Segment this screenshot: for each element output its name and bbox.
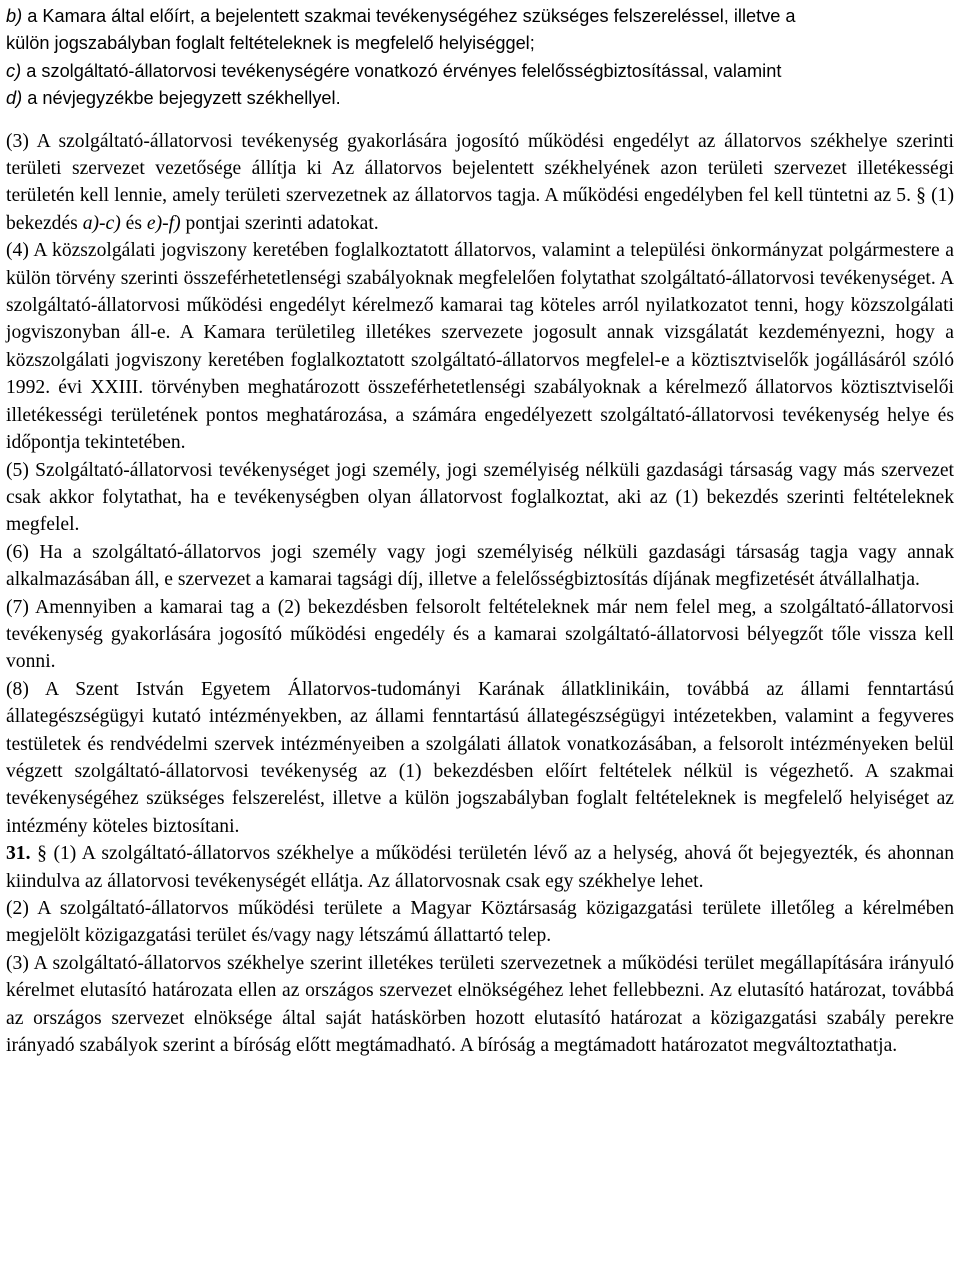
item-text: a névjegyzékbe bejegyzett székhellyel.: [22, 88, 341, 109]
section-number: 31.: [6, 843, 31, 865]
list-item-c: [6, 58, 954, 85]
paragraph-6: (6) Ha a szolgáltató-állatorvos jogi személy vagy jogi személyiség nélküli gazdasági társaság tagja vagy annak alkalmazásában áll, e szervezet a kamarai tagsági díj, illetve a felelősségbiztosítás díjának megfizetését átvállalhatja.: [6, 541, 954, 591]
section-31-paragraph-3: (3) A szolgáltató-állatorvos székhelye szerint illetékes területi szervezetnek a működési terület megállapítására irányuló kérelmet elutasító határozata ellen az országos szervezet elnökségéhez lehet fellebbezni. Az elutasító határozat, továbbá az országos szervezet elnöksége által saját hatáskörben hozott elutasító határozat a közigazgatási szabály perekre irányadó szabályok szerint a bíróság előtt megtámadható. A bíróság a megtámadott határozatot megváltoztathatja.: [6, 952, 954, 1057]
list-item-d: [6, 85, 954, 112]
section-31-paragraph-2: (2) A szolgáltató-állatorvos működési területe a Magyar Köztársaság közigazgatási területe illetőleg a kérelmében megjelölt közigazgatási terület és/vagy nagy létszámú állattartó telep.: [6, 898, 954, 947]
item-label: b): [6, 6, 23, 26]
section-31-paragraph-1: [6, 840, 954, 895]
paragraph-text: § (1) A szolgáltató-állatorvos székhelye a működési területén lévő az a helység, ahová őt bejegyezték, és ahonnan kiindulva az állatorvosi tevékenységét ellátja. Az állatorvosnak csak egy székhelye lehet.: [6, 843, 954, 892]
paragraph-3: [6, 128, 954, 238]
list-item-b: [6, 3, 954, 58]
spacer: [6, 113, 954, 128]
item-text-continued: külön jogszabályban foglalt feltételeknek is megfelelő helyiséggel;: [6, 33, 535, 54]
item-label: d): [6, 88, 23, 109]
paragraph-7: (7) Amennyiben a kamarai tag a (2) bekezdésben felsorolt feltételeknek már nem felel meg, a szolgáltató-állatorvosi tevékenység gyakorlására jogosító működési engedély és a kamarai szolgáltató-állatorvosi bélyegzőt tőle vissza kell vonni.: [6, 596, 954, 673]
reference-e-f: e)-f): [146, 212, 181, 234]
item-label: c): [6, 60, 22, 81]
prelude-list: [6, 3, 954, 113]
paragraph-8: (8) A Szent István Egyetem Állatorvos-tudományi Karának állatklinikáin, továbbá az állami fenntartású állategészségügyi kutató intézményekben, az állami fenntartású állategészségügyi intézetekben, valamint a fegyveres testületek és rendvédelmi szervek intézményeiben a szolgálati állatok vonatkozásában, a felsorolt intézményeken belül végzett szolgáltató-állatorvosi tevékenység az (1) bekezdésben előírt feltételek nélkül is végezhető. A szakmai tevékenységéhez szükséges felszerelést, illetve a külön jogszabályban foglalt feltételeknek is megfelelő helyiséget az intézmény köteles biztosítani.: [6, 678, 954, 837]
paragraph-5: (5) Szolgáltató-állatorvosi tevékenységet jogi személy, jogi személyiség nélküli gazdasági társaság vagy más szervezet csak akkor folytathat, ha e tevékenységben olyan állatorvost foglalkoztat, aki az (1) bekezdés szerinti feltételeknek megfelel.: [6, 459, 954, 536]
paragraph-4: (4) A közszolgálati jogviszony keretében foglalkoztatott állatorvos, valamint a települési önkormányzat polgármestere a külön törvény szerinti összeférhetetlenségi szabályoknak megfelelően folytathat szolgáltató-állatorvosi tevékenységet. A szolgáltató-állatorvosi működési engedélyt kérelmező kamarai tag köteles arról nyilatkozatot tenni, hogy közszolgálati jogviszonyban áll-e. A Kamara területileg illetékes szervezete jogosult annak vizsgálatát kezdeményezni, hogy a közszolgálati jogviszony keretében foglalkoztatott szolgáltató-állatorvos megfelel-e a köztisztviselők jogállásáról szóló 1992. évi XXIII. törvényben meghatározott összeférhetetlenségi szabályoknak a kérelmező állatorvos köztisztviselői illetékességi területének pontos meghatározása, a számára engedélyezett szolgáltató-állatorvosi tevékenység helye és időpontja tekintetében.: [6, 240, 954, 454]
paragraph-text-mid: és: [120, 212, 147, 234]
paragraph-text: (3) A szolgáltató-állatorvosi tevékenység gyakorlására jogosító működési engedélyt az állatorvos székhelye szerinti területi szervezet vezetősége állítja ki Az állatorvos bejelentett székhelyének azon területi szervezet illetékességi területén kell lennie, amely területi szervezetnek az állatorvos tagja. A működési engedélyben fel kell tüntetni az 5. § (1) bekezdés: [6, 130, 954, 234]
reference-a-c: a)-c): [82, 212, 121, 234]
item-text: a Kamara által előírt, a bejelentett szakmai tevékenységéhez szükséges felszereléssel, illetve a: [22, 6, 796, 26]
item-text: a szolgáltató-állatorvosi tevékenységére vonatkozó érvényes felelősségbiztosítással, valamint: [21, 60, 782, 81]
paragraph-text-tail: pontjai szerinti adatokat.: [180, 212, 379, 234]
